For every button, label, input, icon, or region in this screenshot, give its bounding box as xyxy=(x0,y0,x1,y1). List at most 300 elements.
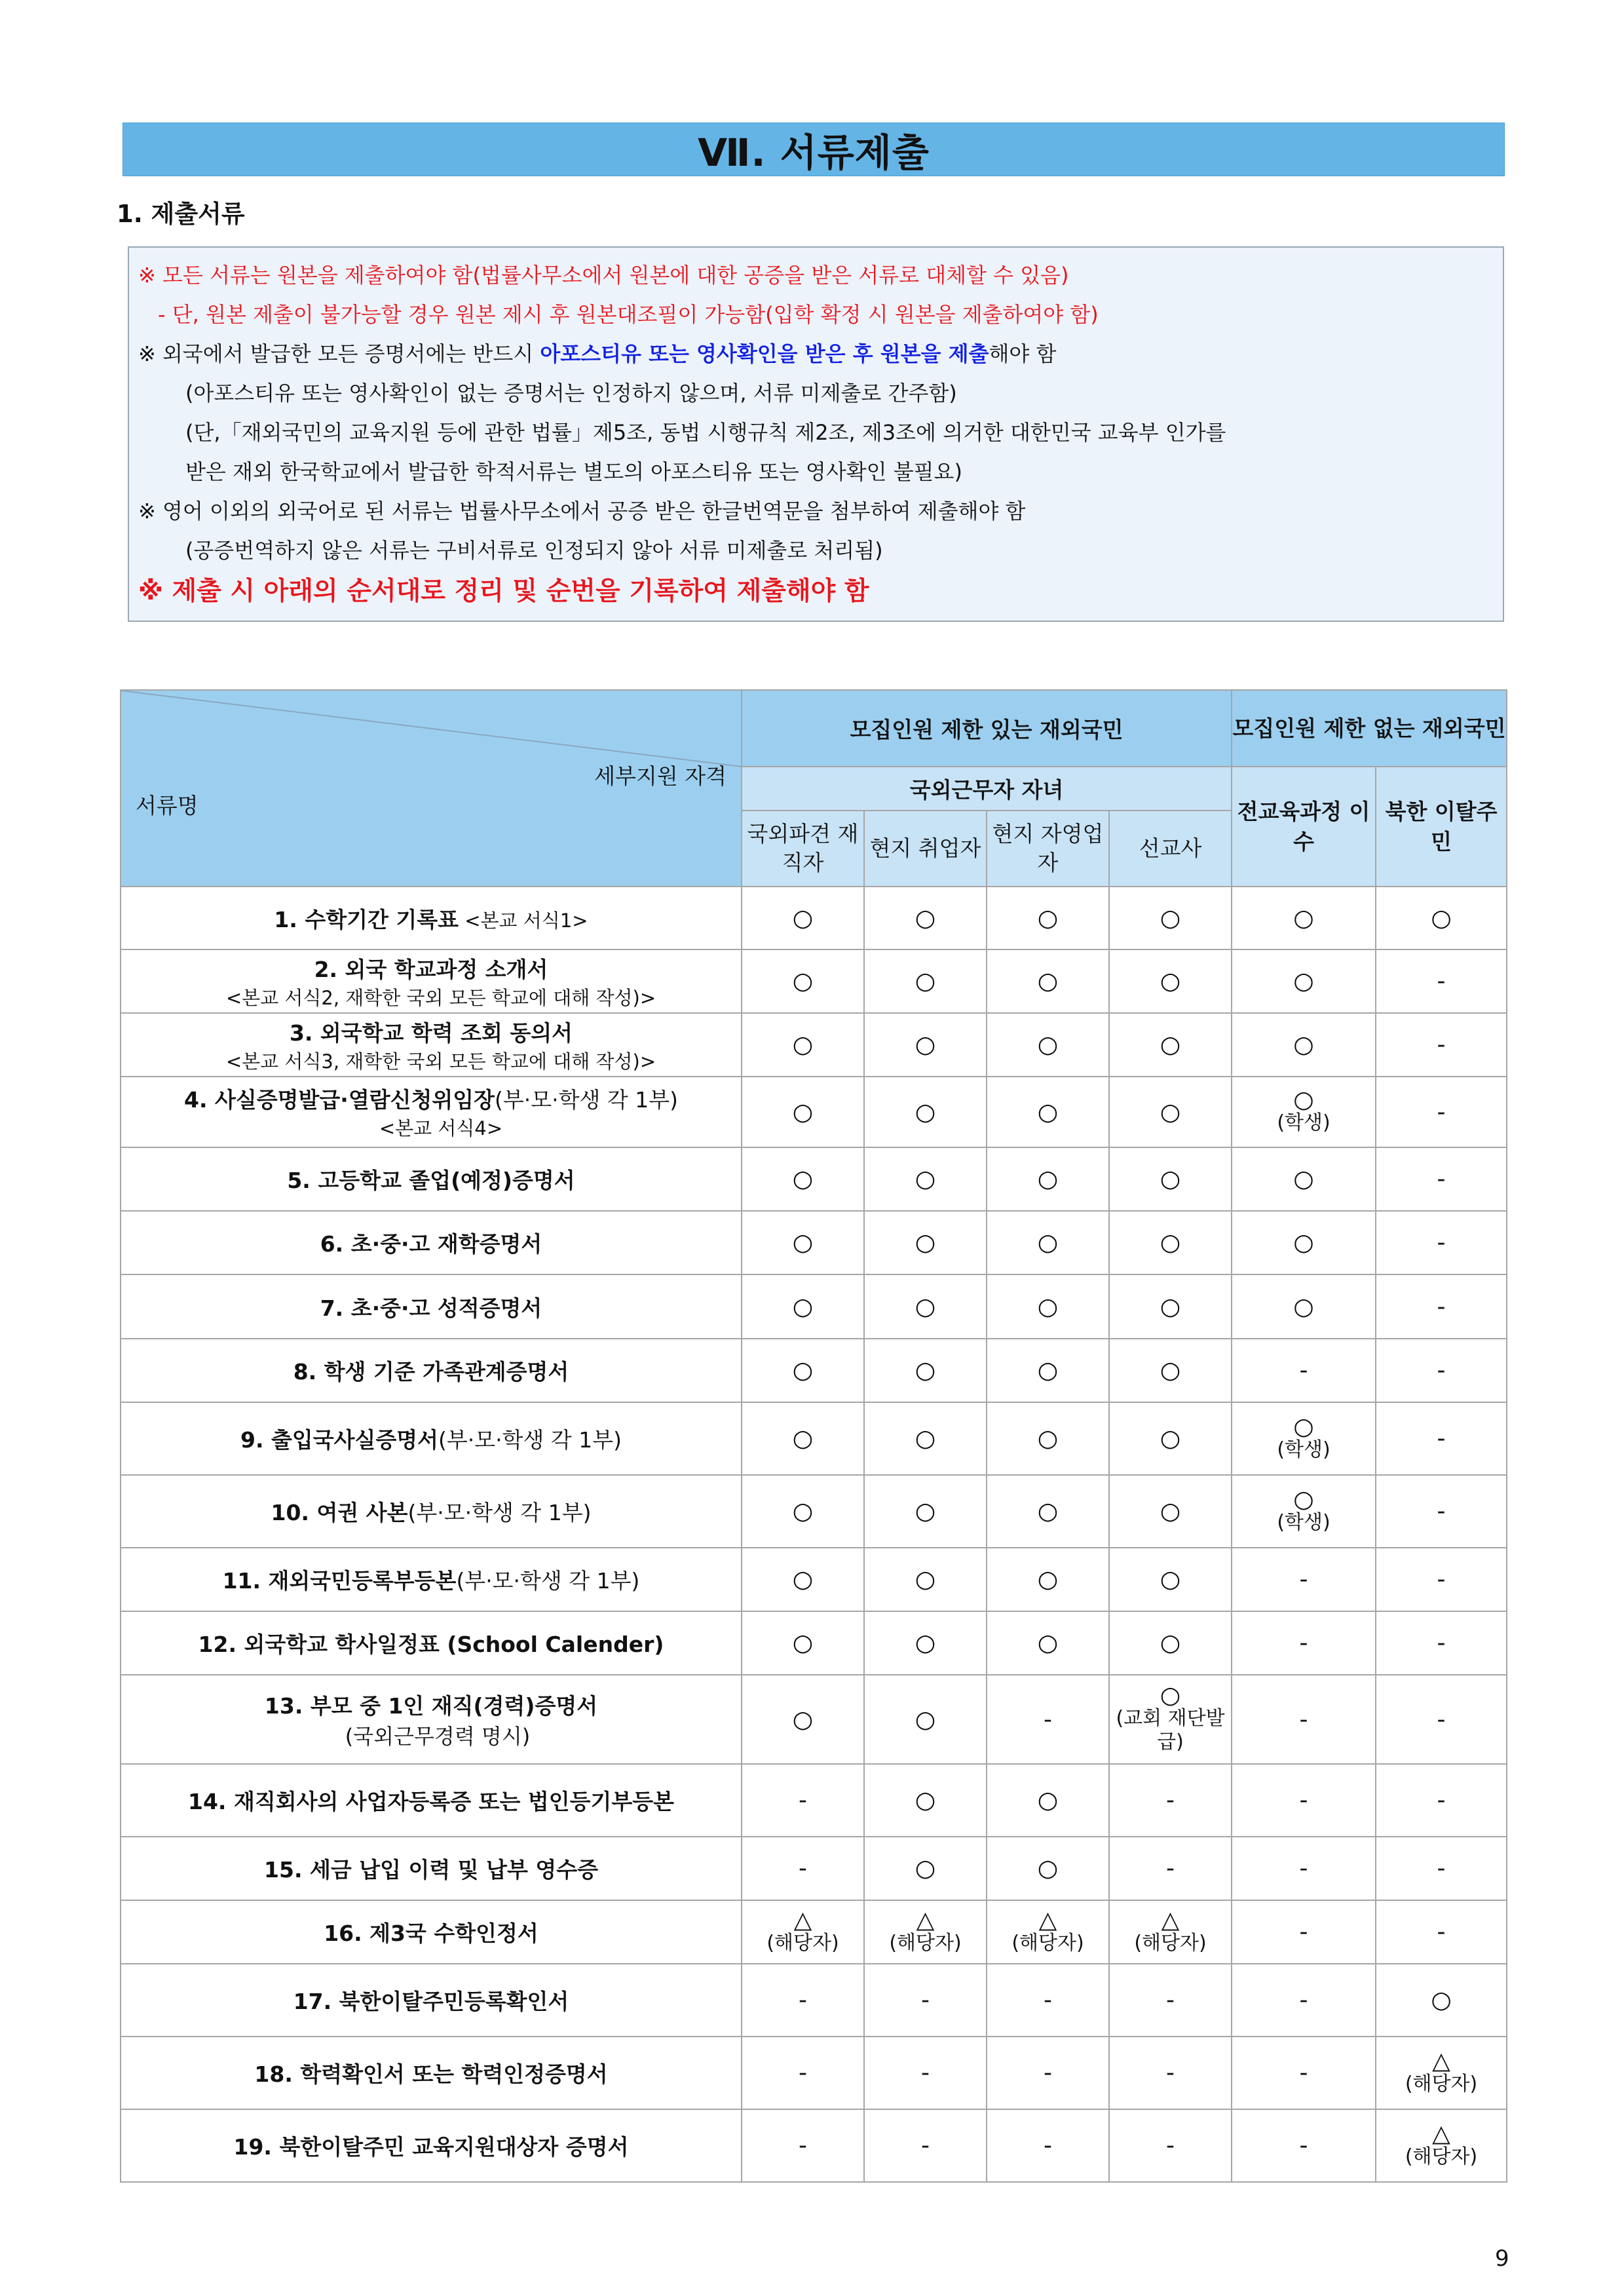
not-required-mark: - xyxy=(799,2132,807,2159)
requirement-cell xyxy=(1232,887,1376,949)
document-name: 10. 여권 사본 xyxy=(271,1500,408,1525)
requirement-note: (해당자) xyxy=(889,1931,962,1955)
requirement-cell xyxy=(742,1964,864,2037)
notice-line-3 xyxy=(138,334,1503,373)
table-row xyxy=(121,1147,1507,1211)
requirement-cell xyxy=(864,1147,987,1211)
document-name: 18. 학력확인서 또는 학력인정증명서 xyxy=(254,2061,608,2087)
header-group-limited: 모집인원 제한 있는 재외국민 xyxy=(742,690,1232,767)
requirement-cell xyxy=(1376,1611,1507,1675)
requirement-cell xyxy=(987,949,1109,1013)
document-name-cell xyxy=(121,2037,742,2109)
requirement-cell xyxy=(742,1675,864,1764)
document-name: 9. 출입국사실증명서 xyxy=(240,1427,439,1453)
required-mark: ○ xyxy=(1160,1357,1181,1384)
requirement-note: (해당자) xyxy=(766,1931,839,1955)
document-name-cell xyxy=(121,1764,742,1837)
requirement-cell xyxy=(864,1475,987,1548)
document-name: 17. 북한이탈주민등록확인서 xyxy=(293,1989,569,2014)
title-bar xyxy=(123,123,1505,176)
table-row xyxy=(121,1339,1507,1402)
not-required-mark: - xyxy=(1437,1166,1446,1193)
requirement-cell xyxy=(742,1475,864,1548)
requirement-cell xyxy=(864,1077,987,1147)
not-required-mark: - xyxy=(1437,1787,1446,1814)
notice-line-7: ※ 영어 이외의 외국어로 된 서류는 법률사무소에서 공증 받은 한글번역문을 첨부하여 제출해야 함 xyxy=(138,499,1026,524)
table-row xyxy=(121,1077,1507,1147)
requirement-cell xyxy=(1109,1211,1232,1274)
requirement-cell xyxy=(742,1211,864,1274)
document-name-suffix: (부·모·학생 각 1부) xyxy=(494,1087,678,1113)
required-mark: ○ xyxy=(915,1566,936,1593)
required-mark: ○ xyxy=(915,1855,936,1882)
table-row xyxy=(121,1475,1507,1548)
not-required-mark: - xyxy=(799,1987,807,2014)
document-name-cell xyxy=(121,1013,742,1077)
requirement-cell xyxy=(742,949,864,1013)
not-required-mark: - xyxy=(1299,1919,1308,1945)
requirement-cell xyxy=(1232,1900,1376,1964)
page-number: 9 xyxy=(1495,2246,1509,2272)
required-mark: ○ xyxy=(1160,1630,1181,1656)
not-required-mark: - xyxy=(1044,2059,1052,2086)
table-row xyxy=(121,1611,1507,1675)
not-required-mark: - xyxy=(1044,1987,1052,2014)
document-name: 5. 고등학교 졸업(예정)증명서 xyxy=(287,1168,575,1193)
table-row xyxy=(121,949,1507,1013)
requirement-cell xyxy=(1232,1077,1376,1147)
required-mark: ○ xyxy=(1160,1425,1181,1452)
not-required-mark: - xyxy=(1437,1293,1446,1320)
not-required-mark: - xyxy=(1437,1229,1446,1256)
document-name: 12. 외국학교 학사일정표 (School Calender) xyxy=(198,1632,664,1657)
document-form-note: <본교 서식4> xyxy=(379,1117,503,1139)
requirement-cell xyxy=(987,887,1109,949)
requirement-cell xyxy=(1376,2037,1507,2109)
requirement-cell xyxy=(987,1475,1109,1548)
page-title: Ⅶ. 서류제출 xyxy=(698,130,930,175)
required-mark: ○ xyxy=(1293,1485,1314,1513)
requirement-cell xyxy=(742,2037,864,2109)
document-name: 3. 외국학교 학력 조회 동의서 xyxy=(289,1020,573,1046)
document-name-cell xyxy=(121,1147,742,1211)
requirement-cell xyxy=(864,1611,987,1675)
requirement-cell xyxy=(1232,1013,1376,1077)
not-required-mark: - xyxy=(1437,1031,1446,1058)
requirement-cell xyxy=(742,1764,864,1837)
document-name: 7. 초·중·고 성적증명서 xyxy=(320,1295,542,1321)
requirement-cell xyxy=(1376,1675,1507,1764)
document-form-note: <본교 서식2, 재학한 국외 모든 학교에 대해 작성)> xyxy=(225,986,656,1009)
required-mark: ○ xyxy=(792,1357,814,1384)
requirement-cell xyxy=(1232,1764,1376,1837)
requirement-cell xyxy=(864,949,987,1013)
not-required-mark: - xyxy=(1299,1706,1308,1733)
requirement-cell xyxy=(1376,1274,1507,1339)
section-heading: 1. 제출서류 xyxy=(117,200,245,228)
required-mark: ○ xyxy=(1037,1166,1059,1193)
requirement-cell xyxy=(742,1339,864,1402)
requirement-cell xyxy=(1376,1964,1507,2037)
required-mark: ○ xyxy=(792,1630,814,1656)
table-row xyxy=(121,1900,1507,1964)
not-required-mark: - xyxy=(799,1855,807,1882)
required-mark: ○ xyxy=(1293,968,1314,995)
required-mark: ○ xyxy=(1293,1166,1314,1193)
required-mark: ○ xyxy=(1160,1098,1181,1126)
not-required-mark: - xyxy=(1166,1855,1175,1882)
requirement-cell xyxy=(864,2037,987,2109)
required-mark: ○ xyxy=(1037,1098,1059,1126)
requirement-cell xyxy=(1232,1964,1376,2037)
requirement-cell xyxy=(987,2037,1109,2109)
requirement-cell xyxy=(1109,1339,1232,1402)
required-mark: ○ xyxy=(915,1630,936,1656)
header-col-full-course: 전교육과정 이수 xyxy=(1232,767,1376,887)
document-name-suffix: (부·모·학생 각 1부) xyxy=(438,1427,622,1453)
requirement-note: (해당자) xyxy=(1134,1931,1207,1955)
requirement-cell xyxy=(1109,1900,1232,1964)
requirement-cell xyxy=(1109,1402,1232,1475)
notice-line-3a: ※ 외국에서 발급한 모든 증명서에는 반드시 xyxy=(138,341,540,366)
requirement-cell xyxy=(1109,1964,1232,2037)
requirement-cell xyxy=(742,1147,864,1211)
table-row xyxy=(121,1013,1507,1077)
not-required-mark: - xyxy=(1166,2059,1175,2086)
not-required-mark: - xyxy=(1437,1855,1446,1882)
required-mark: ○ xyxy=(915,904,936,932)
required-mark: ○ xyxy=(915,1031,936,1058)
requirement-cell xyxy=(864,1837,987,1900)
requirement-cell xyxy=(742,1077,864,1147)
document-extra-note: (국외근무경력 명시) xyxy=(345,1723,531,1749)
requirement-cell xyxy=(742,1402,864,1475)
requirement-cell xyxy=(1232,1274,1376,1339)
requirement-cell xyxy=(1376,1548,1507,1611)
not-required-mark: - xyxy=(1437,1566,1446,1593)
corner-top-label: 세부지원 자격 xyxy=(594,763,727,789)
required-mark: ○ xyxy=(1037,1498,1059,1525)
table-row xyxy=(121,2037,1507,2109)
required-mark: ○ xyxy=(1293,1413,1314,1440)
requirement-note: (학생) xyxy=(1277,1438,1331,1461)
requirement-cell xyxy=(1232,949,1376,1013)
requirement-cell xyxy=(987,1147,1109,1211)
requirement-cell xyxy=(987,1764,1109,1837)
document-name-cell xyxy=(121,1964,742,2037)
requirement-cell xyxy=(864,1548,987,1611)
requirement-cell xyxy=(1109,1475,1232,1548)
requirement-note: (해당자) xyxy=(1011,1931,1084,1955)
documents-table-body xyxy=(121,887,1507,2182)
not-required-mark: - xyxy=(1299,2059,1308,2086)
document-name: 14. 재직회사의 사업자등록증 또는 법인등기부등본 xyxy=(188,1789,674,1814)
not-required-mark: - xyxy=(1299,1357,1308,1384)
requirement-cell xyxy=(1376,1339,1507,1402)
requirement-cell xyxy=(1109,887,1232,949)
required-mark: ○ xyxy=(1037,1357,1059,1384)
document-form-note: <본교 서식3, 재학한 국외 모든 학교에 대해 작성)> xyxy=(225,1050,656,1073)
not-required-mark: - xyxy=(1299,1787,1308,1814)
requirement-cell xyxy=(1109,1548,1232,1611)
requirement-cell xyxy=(987,1274,1109,1339)
requirement-cell xyxy=(1109,1147,1232,1211)
table-row xyxy=(121,887,1507,949)
required-mark: ○ xyxy=(1293,904,1314,932)
required-mark: ○ xyxy=(915,968,936,995)
required-mark: ○ xyxy=(915,1425,936,1452)
corner-bottom-label: 서류명 xyxy=(136,793,198,818)
requirement-cell xyxy=(987,1339,1109,1402)
requirement-cell xyxy=(1232,1147,1376,1211)
document-name-cell xyxy=(121,1339,742,1402)
requirement-cell xyxy=(864,1764,987,1837)
requirement-cell xyxy=(1376,1211,1507,1274)
not-required-mark: - xyxy=(921,2132,930,2159)
requirement-cell xyxy=(1109,1013,1232,1077)
requirement-cell xyxy=(1376,1475,1507,1548)
requirement-cell xyxy=(1376,887,1507,949)
requirement-cell xyxy=(1109,1274,1232,1339)
not-required-mark: - xyxy=(1437,1498,1446,1525)
requirement-cell xyxy=(864,887,987,949)
required-mark: ○ xyxy=(792,1498,814,1525)
header-group-unlimited: 모집인원 제한 없는 재외국민 xyxy=(1232,690,1507,767)
notice-line-4: (아포스티유 또는 영사확인이 없는 증명서는 인정하지 않으며, 서류 미제출로 간주함) xyxy=(185,381,957,406)
header-col-nk: 북한 이탈주민 xyxy=(1376,767,1507,887)
table-row xyxy=(121,1675,1507,1764)
document-name-suffix: (부·모·학생 각 1부) xyxy=(407,1500,592,1525)
requirement-cell xyxy=(1109,1611,1232,1675)
requirement-cell xyxy=(1376,1147,1507,1211)
required-mark: ○ xyxy=(1037,1293,1059,1320)
requirement-note: (해당자) xyxy=(1405,2072,1478,2095)
requirement-cell xyxy=(1232,1675,1376,1764)
notice-box xyxy=(128,246,1504,622)
requirement-cell xyxy=(1109,1077,1232,1147)
not-required-mark: - xyxy=(1437,1357,1446,1384)
requirement-cell xyxy=(742,1611,864,1675)
document-name-suffix: <본교 서식1> xyxy=(459,909,588,932)
requirement-cell xyxy=(1109,949,1232,1013)
document-name-suffix: (부·모·학생 각 1부) xyxy=(456,1568,640,1594)
table-row xyxy=(121,1964,1507,2037)
required-mark: ○ xyxy=(792,968,814,995)
requirement-cell xyxy=(1376,1402,1507,1475)
document-name: 6. 초·중·고 재학증명서 xyxy=(320,1231,542,1257)
conditional-mark: △ xyxy=(1161,1906,1180,1934)
document-name: 15. 세금 납입 이력 및 납부 영수증 xyxy=(264,1857,598,1883)
not-required-mark: - xyxy=(1437,1630,1446,1656)
notice-line-9: ※ 제출 시 아래의 순서대로 정리 및 순번을 기록하여 제출해야 함 xyxy=(138,577,869,606)
not-required-mark: - xyxy=(799,1787,807,1814)
required-mark: ○ xyxy=(1160,1566,1181,1593)
notice-line-1: ※ 모든 서류는 원본을 제출하여야 함(법률사무소에서 원본에 대한 공증을 받은 서류로 대체할 수 있음) xyxy=(138,263,1069,288)
notice-line-8: (공증번역하지 않은 서류는 구비서류로 인정되지 않아 서류 미제출로 처리됨) xyxy=(185,538,883,563)
conditional-mark: △ xyxy=(1432,2047,1450,2075)
notice-line-6: 받은 재외 한국학교에서 발급한 학적서류는 별도의 아포스티유 또는 영사확인 불필요) xyxy=(185,459,962,484)
required-mark: ○ xyxy=(1293,1086,1314,1113)
not-required-mark: - xyxy=(1044,2132,1052,2159)
not-required-mark: - xyxy=(921,1987,930,2014)
document-name: 2. 외국 학교과정 소개서 xyxy=(314,956,548,982)
header-col-dispatched: 국외파견 재직자 xyxy=(742,811,864,887)
required-mark: ○ xyxy=(792,1031,814,1058)
requirement-cell xyxy=(987,1211,1109,1274)
required-mark: ○ xyxy=(1431,1987,1452,2014)
requirement-cell xyxy=(742,887,864,949)
document-name-cell xyxy=(121,949,742,1013)
required-mark: ○ xyxy=(792,904,814,932)
requirement-note: (학생) xyxy=(1277,1111,1331,1134)
not-required-mark: - xyxy=(921,2059,930,2086)
requirement-cell xyxy=(742,1013,864,1077)
required-mark: ○ xyxy=(1160,1293,1181,1320)
document-name-cell xyxy=(121,1402,742,1475)
requirement-cell xyxy=(987,1402,1109,1475)
required-mark: ○ xyxy=(915,1229,936,1256)
requirement-cell xyxy=(1232,1339,1376,1402)
requirement-note: (해당자) xyxy=(1405,2145,1478,2168)
requirement-cell xyxy=(864,1675,987,1764)
requirement-cell xyxy=(1232,2109,1376,2182)
requirement-cell xyxy=(742,1548,864,1611)
requirement-cell xyxy=(1376,1837,1507,1900)
requirement-note: (학생) xyxy=(1277,1510,1331,1534)
required-mark: ○ xyxy=(792,1166,814,1193)
requirement-cell xyxy=(987,1077,1109,1147)
table-row xyxy=(121,1402,1507,1475)
not-required-mark: - xyxy=(1299,1630,1308,1656)
required-mark: ○ xyxy=(1160,1031,1181,1058)
not-required-mark: - xyxy=(1437,1098,1446,1126)
requirement-cell xyxy=(864,1013,987,1077)
requirement-cell xyxy=(864,1274,987,1339)
required-mark: ○ xyxy=(1160,1682,1181,1709)
requirement-cell xyxy=(742,1837,864,1900)
required-mark: ○ xyxy=(1037,1787,1059,1814)
required-mark: ○ xyxy=(1293,1293,1314,1320)
required-mark: ○ xyxy=(915,1787,936,1814)
required-mark: ○ xyxy=(915,1498,936,1525)
requirement-cell xyxy=(987,1013,1109,1077)
requirement-cell xyxy=(1232,2037,1376,2109)
requirement-cell xyxy=(864,2109,987,2182)
requirement-cell xyxy=(1376,1900,1507,1964)
document-name-cell xyxy=(121,887,742,949)
notice-line-3-emphasis: 아포스티유 또는 영사확인을 받은 후 원본을 제출 xyxy=(540,341,989,366)
not-required-mark: - xyxy=(1299,2132,1308,2159)
requirement-cell xyxy=(1109,2109,1232,2182)
table-corner-header xyxy=(121,690,742,887)
required-mark: ○ xyxy=(915,1357,936,1384)
required-mark: ○ xyxy=(1037,1031,1059,1058)
notice-line-2: - 단, 원본 제출이 불가능할 경우 원본 제시 후 원본대조필이 가능함(입학 확정 시 원본을 제출하여야 함) xyxy=(158,302,1099,327)
required-mark: ○ xyxy=(792,1425,814,1452)
requirement-cell xyxy=(864,1339,987,1402)
notice-line-3c: 해야 함 xyxy=(989,341,1057,366)
table-row xyxy=(121,1211,1507,1274)
document-name: 11. 재외국민등록부등본 xyxy=(222,1568,457,1594)
document-name: 13. 부모 중 1인 재직(경력)증명서 xyxy=(264,1693,598,1719)
required-mark: ○ xyxy=(792,1293,814,1320)
table-row xyxy=(121,1837,1507,1900)
document-name-cell xyxy=(121,1837,742,1900)
document-name: 8. 학생 기준 가족관계증명서 xyxy=(293,1359,569,1385)
document-name: 16. 제3국 수학인정서 xyxy=(324,1921,538,1946)
conditional-mark: △ xyxy=(793,1906,812,1934)
document-name: 4. 사실증명발급·열람신청위임장 xyxy=(184,1087,495,1113)
required-mark: ○ xyxy=(1431,904,1452,932)
conditional-mark: △ xyxy=(1038,1906,1057,1934)
not-required-mark: - xyxy=(1166,2132,1175,2159)
requirement-cell xyxy=(987,1900,1109,1964)
document-name-cell xyxy=(121,1475,742,1548)
not-required-mark: - xyxy=(1437,1706,1446,1733)
requirement-cell xyxy=(1232,1402,1376,1475)
requirement-cell xyxy=(1232,1548,1376,1611)
required-mark: ○ xyxy=(792,1229,814,1256)
required-mark: ○ xyxy=(792,1706,814,1733)
document-name-cell xyxy=(121,1548,742,1611)
document-name-cell xyxy=(121,1675,742,1764)
conditional-mark: △ xyxy=(916,1906,935,1934)
not-required-mark: - xyxy=(1437,968,1446,995)
requirement-cell xyxy=(1109,1675,1232,1764)
requirement-cell xyxy=(864,1211,987,1274)
not-required-mark: - xyxy=(1166,1987,1175,2014)
not-required-mark: - xyxy=(1044,1706,1052,1733)
required-mark: ○ xyxy=(1037,968,1059,995)
required-mark: ○ xyxy=(792,1566,814,1593)
requirement-cell xyxy=(864,1964,987,2037)
required-mark: ○ xyxy=(915,1706,936,1733)
document-name-cell xyxy=(121,1611,742,1675)
required-mark: ○ xyxy=(1293,1229,1314,1256)
required-mark: ○ xyxy=(1037,1855,1059,1882)
document-name: 19. 북한이탈주민 교육지원대상자 증명서 xyxy=(233,2134,629,2160)
requirement-cell xyxy=(1376,1077,1507,1147)
header-col-self-employed: 현지 자영업자 xyxy=(987,811,1109,887)
table-row xyxy=(121,1274,1507,1339)
requirement-cell xyxy=(742,1900,864,1964)
requirement-cell xyxy=(987,2109,1109,2182)
requirement-cell xyxy=(1376,1764,1507,1837)
not-required-mark: - xyxy=(1299,1855,1308,1882)
required-mark: ○ xyxy=(1037,1566,1059,1593)
required-mark: ○ xyxy=(1160,1229,1181,1256)
requirement-cell xyxy=(1376,949,1507,1013)
table-row xyxy=(121,1764,1507,1837)
document-name-cell xyxy=(121,1211,742,1274)
requirement-cell xyxy=(1109,1764,1232,1837)
required-mark: ○ xyxy=(915,1166,936,1193)
required-mark: ○ xyxy=(1160,968,1181,995)
document-name-cell xyxy=(121,2109,742,2182)
requirement-cell xyxy=(1232,1475,1376,1548)
document-name-cell xyxy=(121,1077,742,1147)
not-required-mark: - xyxy=(1437,1425,1446,1452)
required-mark: ○ xyxy=(1160,1166,1181,1193)
required-mark: ○ xyxy=(1037,1229,1059,1256)
requirement-cell xyxy=(1232,1837,1376,1900)
required-mark: ○ xyxy=(915,1098,936,1126)
requirement-cell xyxy=(987,1964,1109,2037)
required-mark: ○ xyxy=(915,1293,936,1320)
required-mark: ○ xyxy=(1037,1630,1059,1656)
header-subgroup-overseas: 국외근무자 자녀 xyxy=(742,767,1232,811)
conditional-mark: △ xyxy=(1432,2120,1450,2147)
